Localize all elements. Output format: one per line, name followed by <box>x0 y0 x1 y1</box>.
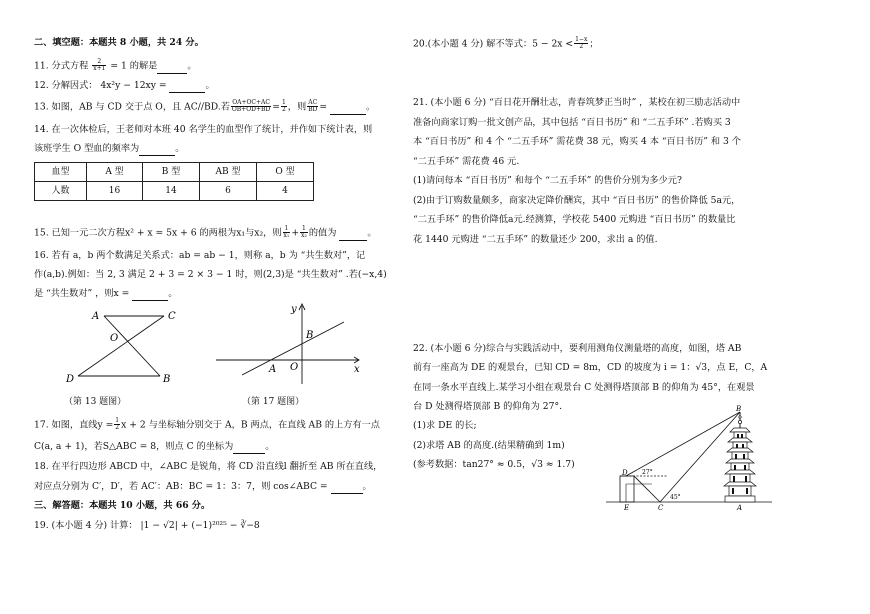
question-12: 12. 分解因式： 4x²y − 12xy = 。 <box>34 80 215 93</box>
q12-answer-blank <box>169 80 205 93</box>
table-cell: O 型 <box>257 163 314 182</box>
question-21-line1: 21. (本小题 6 分) “百日花开酬壮志，青春筑梦正当时” ，某校在初三励志活动中 <box>413 97 741 108</box>
table-header-row <box>35 163 314 182</box>
label-y: y <box>291 304 297 315</box>
question-16-line2: 作(a,b).例如：当 2, 3 满足 2 + 3 = 2 × 3 − 1 时，则(2,3)是 “共生数对” .若(−x,4) <box>34 269 387 280</box>
question-14-line2: 该班学生 O 型血的频率为 。 <box>34 143 184 156</box>
slope-dc <box>634 476 660 502</box>
question-17-line2: C(a, a + 1)，若S△ABC = 8，则点 C 的坐标为 。 <box>34 441 274 454</box>
q16-answer-blank <box>132 288 168 301</box>
question-22-line2: 前有一座高为 DE 的观景台，已知 CD = 8m，CD 的坡度为 i = 1：√3，点 E，C，A <box>413 362 768 373</box>
label-angle27: 27° <box>642 469 653 476</box>
question-21-part1: (1)请问每本 “百日书历” 和每个 “二五手环” 的售价分别为多少元? <box>413 175 682 186</box>
question-18-line2: 对应点分别为 C′，D′，若 AC′：AB：BC = 1：3：7，则 cos∠ABC = 。 <box>34 481 372 494</box>
question-13: 13. 如图，AB 与 CD 交于点 O，且 AC//BD.若 $\frac{OA+OC+AC}{OB+OD+BD}$ = $\frac{1}{2}$ ，则 $\frac{AC}{BD}$ = 。 <box>34 99 376 114</box>
label-e: E <box>624 504 630 512</box>
section3-title: 三、解答题：本题共 10 小题，共 66 分。 <box>34 500 211 511</box>
q17-answer-blank <box>233 441 265 454</box>
table-cell: 4 <box>257 182 314 201</box>
section2-title: 二、填空题：本题共 8 小题，共 24 分。 <box>34 37 204 48</box>
question-21-part2-line2: “二五手环” 的售价降低a元.经测算，学校花 5400 元购进 “百日书历” 的数量比 <box>413 214 736 225</box>
figure-13 <box>62 306 202 396</box>
label-angle45: 45° <box>670 494 681 501</box>
q15-answer-blank <box>339 227 367 240</box>
label-x: x <box>354 364 360 375</box>
question-21-line3: 本 “百日书历” 和 4 个 “二五手环” 需花费 38 元，购买 4 本 “百日书历” 和 3 个 <box>413 136 741 147</box>
question-20: 20.(本小题 4 分) 解不等式：5 − 2x < $\frac{1-x}{2}$ ； <box>413 36 599 51</box>
q14-answer-blank <box>139 143 175 156</box>
question-19: 19. (本小题 4 分) 计算： |1 − √2| + (−1)²⁰²⁵ − ∛−8 <box>34 520 260 531</box>
label-d: D <box>66 374 75 385</box>
question-22-line3: 在同一条水平直线上.某学习小组在观景台 C 处测得塔顶部 B 的仰角为 45°，在观景 <box>413 382 755 393</box>
question-21-part2-line3: 花 1440 元购进 “二五手环” 的数量还少 200，求出 a 的值. <box>413 234 658 245</box>
question-15: 15. 已知一元二次方程x² + x = 5x + 6 的两根为x₁与x₂，则 $\frac{1}{\text{x₁}}$ + $\frac{1}{\text{x₂}}$ 的值为 。 <box>34 225 377 240</box>
label-o: O <box>290 362 299 373</box>
question-21-part2-line1: (2)由于订购数量颇多，商家决定降价酬宾，其中 “百日书历” 的售价降低 5a元， <box>413 195 741 206</box>
question-16-line3: 是 “共生数对” ，则x = 。 <box>34 288 177 301</box>
question-21-line4: “二五手环” 需花费 46 元. <box>413 156 520 167</box>
table-cell: 16 <box>87 182 143 201</box>
table-cell: 人数 <box>35 182 87 201</box>
label-o: O <box>110 333 119 344</box>
question-11: 11. 分式方程 $\frac{2}{x+1}$ = 1 的解是 。 <box>34 58 197 73</box>
table-cell: 血型 <box>35 163 87 182</box>
question-22-reference: (参考数据：tan27° ≈ 0.5，√3 ≈ 1.7) <box>413 459 575 470</box>
question-14-line1: 14. 在一次体检后，王老师对本班 40 名学生的血型作了统计，并作如下统计表，则 <box>34 124 373 135</box>
question-22-part1: (1)求 DE 的长; <box>413 420 477 431</box>
question-22-line4: 台 D 处测得塔顶部 B 的仰角为 27°. <box>413 401 562 412</box>
q13-answer-blank <box>330 101 366 114</box>
table-cell: B 型 <box>143 163 200 182</box>
blood-type-table <box>34 162 314 201</box>
q11-answer-blank <box>157 60 187 73</box>
figure-13-caption: （第 13 题图） <box>64 397 127 407</box>
label-a: A <box>269 364 277 375</box>
table-cell: AB 型 <box>200 163 257 182</box>
table-cell: A 型 <box>87 163 143 182</box>
platform-de <box>620 476 634 502</box>
table-cell: 14 <box>143 182 200 201</box>
label-c: C <box>168 311 176 322</box>
label-a: A <box>737 504 743 512</box>
table-cell: 6 <box>200 182 257 201</box>
question-21-line2: 准备向商家订购一批文创产品，其中包括 “百日书历” 和 “二五手环” .若购买 3 <box>413 117 731 128</box>
q11-fraction: $\frac{2}{x+1}$ <box>93 58 106 73</box>
label-b: B <box>306 330 314 341</box>
question-16-line1: 16. 若有 a，b 两个数满足关系式：ab = ab − 1，则称 a，b 为 “共生数对”，记 <box>34 250 366 261</box>
question-22-part2: (2)求塔 AB 的高度.(结果精确到 1m) <box>413 440 565 451</box>
label-b: B <box>163 374 171 385</box>
figure-17-caption: （第 17 题图） <box>242 397 305 407</box>
figure-22 <box>606 404 778 516</box>
question-18-line1: 18. 在平行四边形 ABCD 中，∠ABC 是锐角，将 CD 沿直线l 翻折至 AB 所在直线， <box>34 461 383 472</box>
label-a: A <box>92 311 100 322</box>
question-17-line1: 17. 如图，直线y = $\frac{1}{2}$ x + 2 与坐标轴分别交于 A，B 两点，在直线 AB 的上方有一点 <box>34 417 380 432</box>
label-d: D <box>622 469 628 477</box>
pagoda-tower <box>724 412 756 502</box>
table-row <box>35 182 314 201</box>
label-b: B <box>736 405 742 413</box>
q18-answer-blank <box>331 481 363 494</box>
question-22-line1: 22. (本小题 6 分)综合与实践活动中，要利用测角仪测量塔的高度，如图，塔 AB <box>413 343 742 354</box>
figure-17 <box>216 300 366 390</box>
sightline-db <box>626 412 740 476</box>
sightline-cb <box>660 412 740 502</box>
label-c: C <box>658 504 664 512</box>
